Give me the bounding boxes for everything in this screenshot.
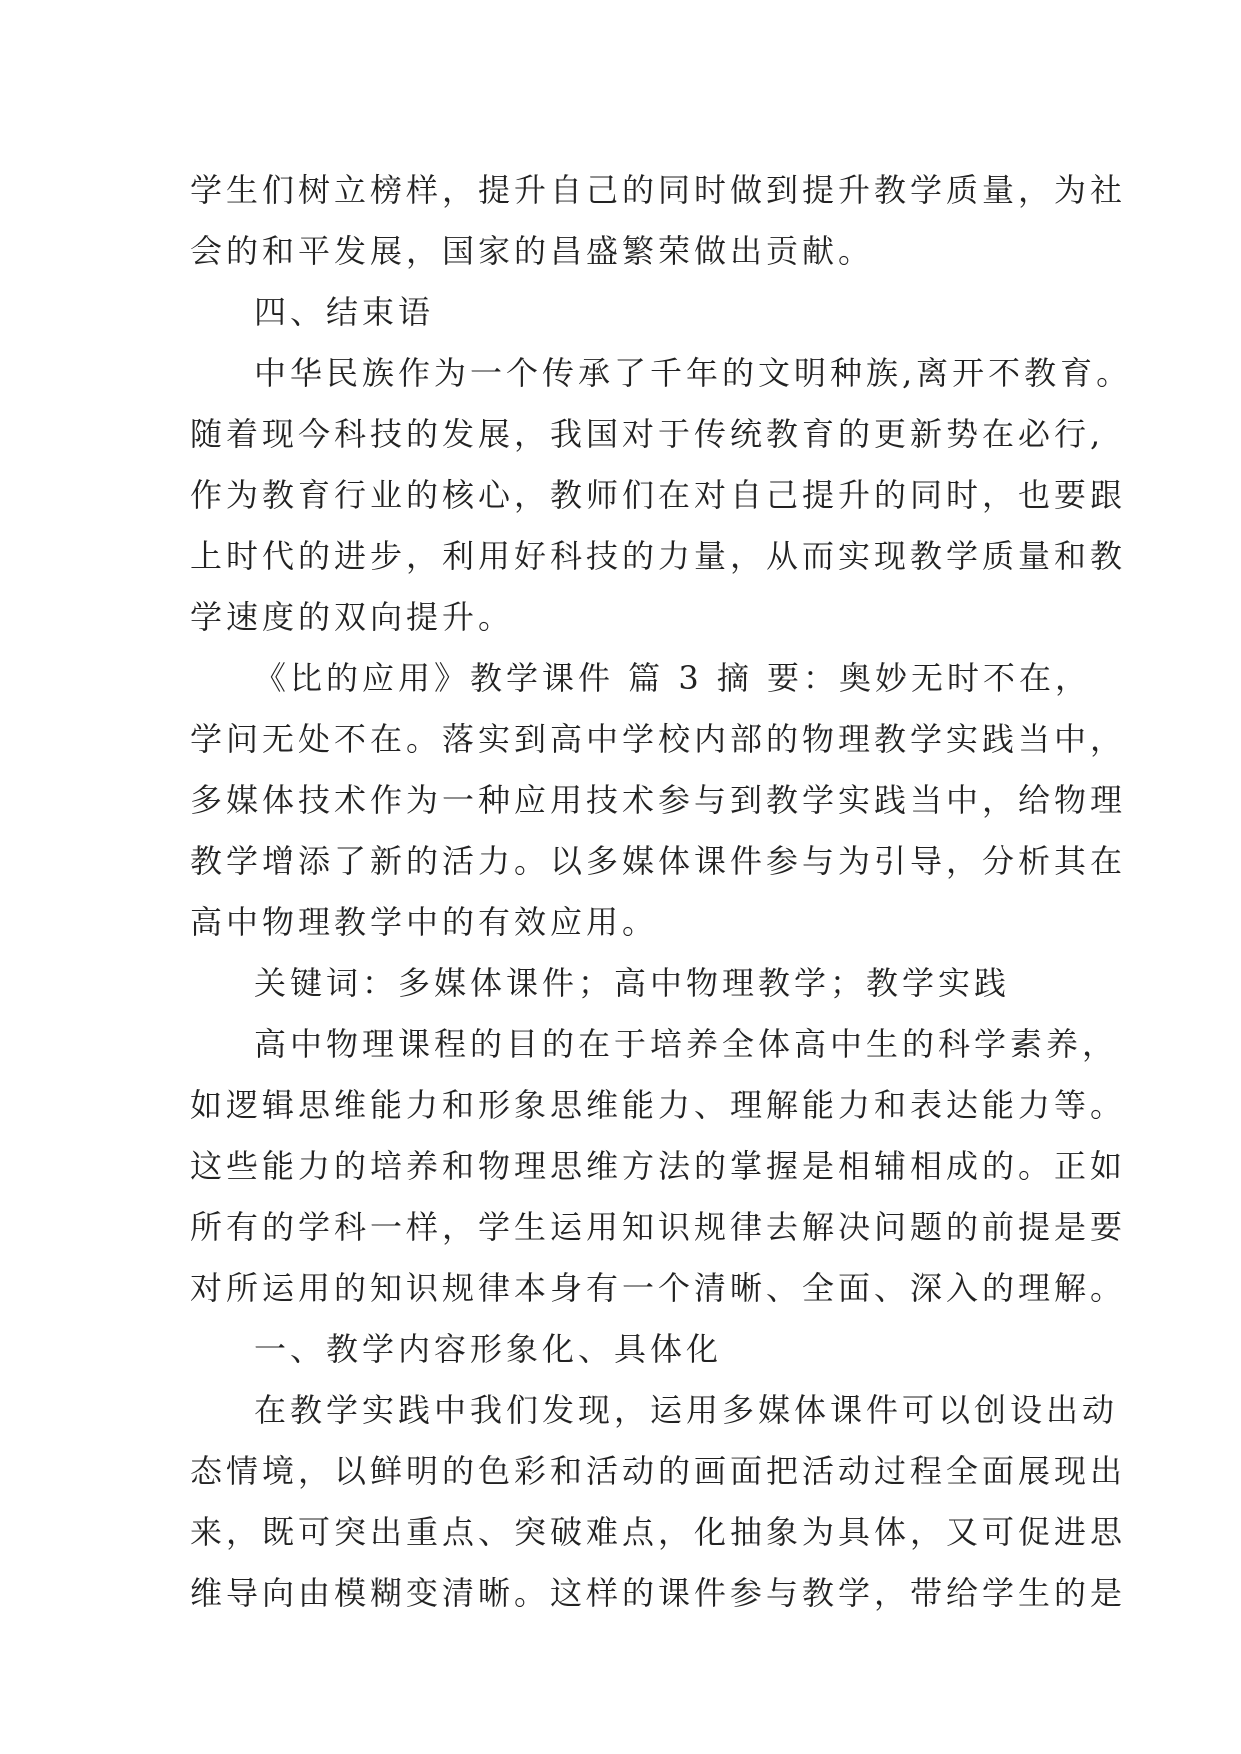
keywords-line: 关键词：多媒体课件；高中物理教学；教学实践 <box>254 964 1011 1002</box>
text-line: 来，既可突出重点、突破难点，化抽象为具体，又可促进思 <box>190 1513 1127 1551</box>
text-line: 学问无处不在。落实到高中学校内部的物理教学实践当中， <box>190 720 1127 758</box>
text-line: 这些能力的培养和物理思维方法的掌握是相辅相成的。正如 <box>190 1147 1127 1185</box>
section-heading-one: 一、教学内容形象化、具体化 <box>254 1330 723 1368</box>
text-line: 会的和平发展，国家的昌盛繁荣做出贡献。 <box>190 232 875 270</box>
text-line: 在教学实践中我们发现，运用多媒体课件可以创设出动 <box>254 1391 1119 1429</box>
text-line: 对所运用的知识规律本身有一个清晰、全面、深入的理解。 <box>190 1269 1127 1307</box>
article-title-abstract: 《比的应用》教学课件 篇 3 摘 要：奥妙无时不在， <box>254 659 1092 697</box>
section-heading-conclusion: 四、结束语 <box>254 293 435 331</box>
text-line: 中华民族作为一个传承了千年的文明种族,离开不教育。 <box>254 354 1133 392</box>
text-line: 多媒体技术作为一种应用技术参与到教学实践当中，给物理 <box>190 781 1127 819</box>
body-text <box>190 160 1133 1624</box>
text-line: 随着现今科技的发展，我国对于传统教育的更新势在必行, <box>190 415 1105 453</box>
text-line: 高中物理课程的目的在于培养全体高中生的科学素养， <box>254 1025 1119 1063</box>
text-line: 上时代的进步，利用好科技的力量，从而实现教学质量和教 <box>190 537 1127 575</box>
text-line: 如逻辑思维能力和形象思维能力、理解能力和表达能力等。 <box>190 1086 1127 1124</box>
text-line: 教学增添了新的活力。以多媒体课件参与为引导，分析其在 <box>190 842 1127 880</box>
text-line: 高中物理教学中的有效应用。 <box>190 903 659 941</box>
text-line: 态情境，以鲜明的色彩和活动的画面把活动过程全面展现出 <box>190 1452 1127 1490</box>
text-line: 作为教育行业的核心，教师们在对自己提升的同时，也要跟 <box>190 476 1127 514</box>
text-line: 维导向由模糊变清晰。这样的课件参与教学，带给学生的是 <box>190 1574 1127 1612</box>
text-line: 学生们树立榜样，提升自己的同时做到提升教学质量，为社 <box>190 171 1127 209</box>
text-line: 学速度的双向提升。 <box>190 598 515 636</box>
text-line: 所有的学科一样，学生运用知识规律去解决问题的前提是要 <box>190 1208 1127 1246</box>
